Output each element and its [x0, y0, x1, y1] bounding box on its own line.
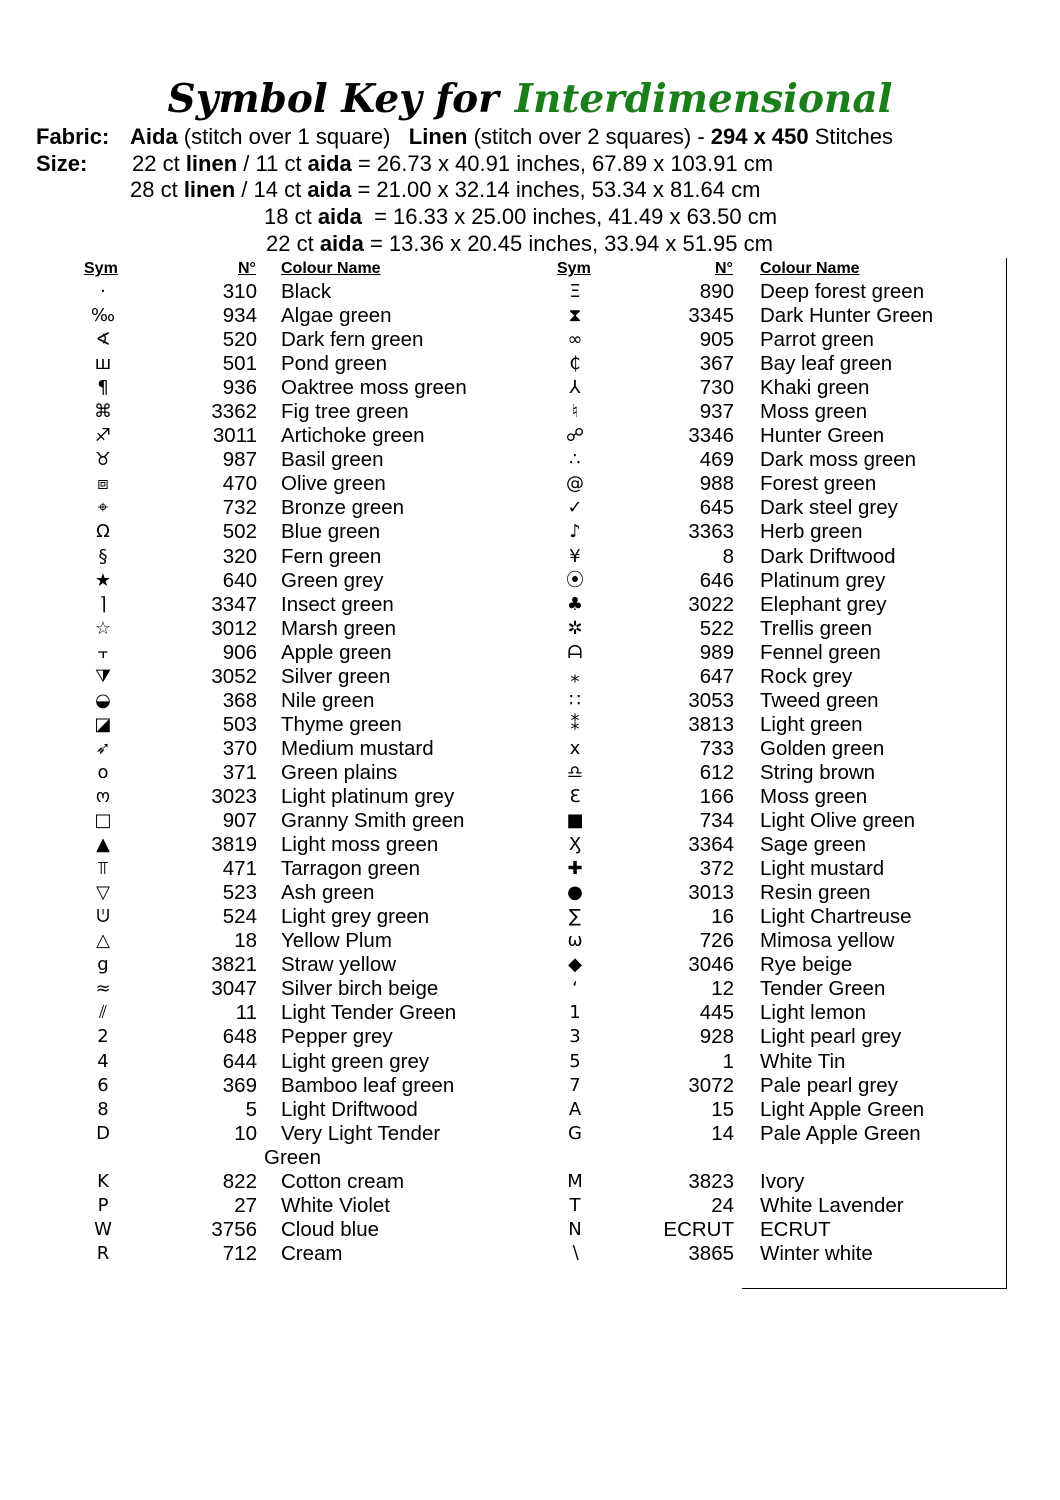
- floss-number: 646: [699, 568, 734, 592]
- colour-name: Light mustard: [760, 857, 885, 881]
- colour-name: Khaki green: [760, 376, 870, 400]
- colour-name: Green grey: [281, 568, 384, 592]
- colour-name: Cream: [281, 1241, 343, 1265]
- symbol-glyph: 5: [569, 1050, 581, 1072]
- colour-name: Marsh green: [281, 616, 397, 640]
- symbol-glyph: R: [96, 1242, 110, 1264]
- colour-name: Fern green: [281, 544, 382, 568]
- floss-number: 11: [235, 1001, 257, 1025]
- colour-name: String brown: [760, 760, 876, 784]
- colour-name: Silver green: [281, 664, 391, 688]
- size-bold: aida: [307, 150, 352, 176]
- symbol-glyph: ⧗: [568, 305, 582, 327]
- colour-name: Pond green: [281, 352, 388, 376]
- symbol-glyph: ✲: [567, 617, 583, 639]
- symbol-glyph: ∴: [569, 449, 581, 471]
- size-pre: 18 ct: [264, 204, 318, 230]
- colour-name: Dark fern green: [281, 328, 424, 352]
- floss-number: 644: [222, 1049, 257, 1073]
- symbol-glyph: ⅄: [569, 377, 581, 399]
- floss-number: 3756: [211, 1217, 257, 1241]
- symbol-glyph: §: [98, 545, 108, 567]
- size-label: Size:: [36, 150, 88, 176]
- colour-name: Light Chartreuse: [760, 905, 912, 929]
- colour-name: Dark Driftwood: [760, 544, 896, 568]
- floss-number: 3046: [688, 953, 734, 977]
- size-post: = 26.73 x 40.91 inches, 67.89 x 103.91 cm: [351, 150, 774, 176]
- left-header-num: N°: [238, 260, 256, 277]
- symbol-glyph: ◒: [95, 689, 111, 711]
- size-pre: 22 ct: [132, 150, 186, 176]
- symbol-glyph: ᕫ: [96, 906, 110, 928]
- colour-name: Elephant grey: [760, 592, 887, 616]
- fabric-aida-note: (stitch over 1 square): [177, 124, 409, 149]
- symbol-glyph: ⫪: [97, 858, 109, 880]
- floss-number: 501: [222, 352, 257, 376]
- size-bold: aida: [307, 177, 352, 203]
- floss-number: 3011: [212, 424, 257, 448]
- floss-number: 445: [699, 1001, 734, 1025]
- colour-name: Basil green: [281, 448, 384, 472]
- floss-number: 3023: [211, 784, 257, 808]
- symbol-glyph: ⌖: [97, 497, 109, 519]
- colour-name: Ivory: [760, 1169, 805, 1193]
- floss-number: 3013: [688, 881, 734, 905]
- symbol-glyph: 6: [97, 1074, 109, 1096]
- symbol-glyph: ₵: [569, 353, 581, 375]
- colour-name: Black: [281, 280, 332, 303]
- symbol-glyph: ♣: [566, 593, 584, 615]
- colour-name: Oaktree moss green: [281, 376, 467, 400]
- symbol-glyph: ⫽: [98, 1002, 108, 1024]
- size-bold: linen: [185, 150, 238, 176]
- floss-number: 372: [699, 857, 734, 881]
- colour-name: White Violet: [281, 1193, 391, 1217]
- floss-number: 712: [222, 1241, 257, 1265]
- symbol-glyph: ¶: [97, 377, 109, 399]
- symbol-glyph: ☆: [94, 617, 112, 639]
- floss-number: ECRUT: [663, 1217, 734, 1241]
- colour-name: Light Apple Green: [760, 1097, 925, 1121]
- colour-name: Fennel green: [760, 640, 881, 664]
- symbol-glyph: ◆: [568, 954, 582, 976]
- symbol-glyph: ⌉: [99, 593, 107, 615]
- floss-number: 369: [222, 1073, 257, 1097]
- floss-number: 734: [699, 809, 734, 833]
- colour-name: Light green grey: [281, 1049, 430, 1073]
- floss-number: 503: [222, 712, 257, 736]
- floss-number: 3819: [211, 833, 257, 857]
- floss-number: 3052: [211, 664, 257, 688]
- symbol-glyph: ✚: [567, 858, 583, 880]
- fabric-linen: Linen: [408, 124, 468, 149]
- floss-number: 3823: [688, 1169, 734, 1193]
- size-post: = 21.00 x 32.14 inches, 53.34 x 81.64 cm: [351, 177, 761, 203]
- size-pre: 22 ct: [266, 230, 320, 256]
- symbol-glyph: □: [94, 810, 112, 832]
- colour-name: Golden green: [760, 736, 885, 760]
- colour-name: Cotton cream: [281, 1169, 405, 1193]
- colour-name: Apple green: [281, 640, 392, 664]
- floss-number: 3053: [688, 688, 734, 712]
- symbol-glyph: ∷: [569, 689, 581, 711]
- symbol-glyph: ♎: [566, 761, 584, 783]
- floss-number: 12: [711, 977, 734, 1001]
- colour-name: Tweed green: [760, 688, 879, 712]
- floss-number: 367: [699, 352, 734, 376]
- size-bold: aida: [317, 204, 362, 230]
- symbol-glyph: ⁑: [570, 713, 580, 735]
- floss-number: 1: [722, 1049, 734, 1073]
- colour-name: Algae green: [281, 304, 392, 328]
- symbol-glyph: ⁎: [570, 665, 580, 687]
- floss-number: 989: [699, 640, 734, 664]
- floss-number: 3047: [211, 977, 257, 1001]
- floss-number: 928: [699, 1025, 734, 1049]
- colour-name: Bay leaf green: [760, 352, 893, 376]
- colour-name: Fig tree green: [281, 400, 409, 424]
- floss-number: 647: [699, 664, 734, 688]
- colour-name: Sage green: [760, 833, 867, 857]
- floss-number: 732: [222, 496, 257, 520]
- colour-name: Light green: [760, 712, 863, 736]
- symbol-glyph: ო: [95, 785, 111, 807]
- colour-name: Pale pearl grey: [760, 1073, 898, 1097]
- symbol-glyph: ☍: [565, 425, 585, 447]
- symbol-glyph: ¥: [569, 545, 581, 567]
- floss-number: 645: [699, 496, 734, 520]
- symbol-glyph: ✓: [567, 497, 583, 519]
- floss-number: 470: [222, 472, 257, 496]
- symbol-glyph: ▽: [96, 882, 110, 904]
- floss-number: 370: [222, 736, 257, 760]
- colour-name: Deep forest green: [760, 280, 925, 303]
- right-header-num: N°: [715, 260, 733, 277]
- floss-number: 612: [699, 760, 734, 784]
- size-mid: / 14 ct: [235, 177, 308, 203]
- floss-number: 822: [222, 1169, 257, 1193]
- symbol-glyph: N: [568, 1218, 582, 1240]
- colour-name: Light grey green: [281, 905, 430, 929]
- symbol-glyph: ∖: [569, 1242, 581, 1264]
- symbol-glyph: W: [94, 1218, 112, 1240]
- symbol-glyph: 7: [569, 1074, 581, 1096]
- floss-number: 733: [699, 736, 734, 760]
- symbol-glyph: ш: [94, 353, 112, 375]
- floss-number: 3821: [211, 953, 257, 977]
- colour-name: Nile green: [281, 688, 375, 712]
- symbol-glyph: g: [97, 954, 109, 976]
- floss-number: 3363: [688, 520, 734, 544]
- colour-name: Tender Green: [760, 977, 886, 1001]
- name-continuation: Green: [264, 1146, 321, 1169]
- symbol-glyph: Ɛ: [569, 785, 581, 807]
- colour-name: Winter white: [760, 1241, 873, 1265]
- symbol-glyph: ♉: [94, 449, 112, 471]
- floss-number: 320: [222, 544, 257, 568]
- symbol-glyph: 8: [97, 1098, 109, 1120]
- colour-name: Ash green: [281, 881, 375, 905]
- colour-name: Light Olive green: [760, 809, 915, 833]
- colour-name: Light Tender Green: [281, 1001, 457, 1025]
- floss-number: 3345: [688, 304, 734, 328]
- floss-number: 502: [222, 520, 257, 544]
- floss-number: 5: [245, 1097, 257, 1121]
- symbol-glyph: P: [97, 1194, 109, 1216]
- floss-number: 524: [222, 905, 257, 929]
- colour-name: Platinum grey: [760, 568, 886, 592]
- symbol-glyph: o: [97, 761, 109, 783]
- colour-name: Very Light Tender: [281, 1121, 441, 1145]
- colour-name: Artichoke green: [281, 424, 425, 448]
- symbol-glyph: Ξ: [569, 281, 581, 302]
- colour-name: Silver birch beige: [281, 977, 439, 1001]
- floss-number: 3022: [688, 592, 734, 616]
- size-bold: linen: [183, 177, 236, 203]
- floss-number: 368: [222, 688, 257, 712]
- symbol-glyph: ‰: [90, 305, 116, 327]
- colour-name: Rye beige: [760, 953, 853, 977]
- symbol-glyph: ★: [94, 569, 112, 591]
- colour-name: Pale Apple Green: [760, 1121, 921, 1145]
- fabric-label: Fabric:: [36, 124, 110, 149]
- right-border-line: [1006, 258, 1007, 1288]
- floss-number: 937: [699, 400, 734, 424]
- colour-name: Green plains: [281, 760, 398, 784]
- symbol-glyph: 1: [569, 1002, 581, 1024]
- floss-number: 3865: [688, 1241, 734, 1265]
- floss-number: 166: [699, 784, 734, 808]
- floss-number: 936: [222, 376, 257, 400]
- floss-number: 520: [222, 328, 257, 352]
- floss-number: 3347: [211, 592, 257, 616]
- symbol-glyph: ≈: [95, 978, 111, 1000]
- floss-number: 987: [222, 448, 257, 472]
- floss-number: 3364: [688, 833, 734, 857]
- colour-name: Blue green: [281, 520, 381, 544]
- floss-number: 648: [222, 1025, 257, 1049]
- symbol-glyph: Ω: [96, 521, 110, 543]
- floss-number: 10: [234, 1121, 257, 1145]
- symbol-glyph: ■: [566, 810, 584, 832]
- symbol-glyph: ∑: [568, 906, 582, 928]
- symbol-glyph: ♐: [94, 425, 112, 447]
- colour-name: Moss green: [760, 784, 868, 808]
- floss-number: 24: [711, 1193, 734, 1217]
- floss-number: 8: [722, 544, 734, 568]
- left-header-name: Colour Name: [281, 260, 381, 277]
- symbol-glyph: ▲: [96, 834, 110, 856]
- floss-number: 15: [711, 1097, 734, 1121]
- symbol-glyph: @: [566, 473, 584, 495]
- colour-name: Bronze green: [281, 496, 405, 520]
- colour-name: White Tin: [760, 1049, 846, 1073]
- symbol-glyph: D: [96, 1122, 110, 1144]
- fabric-aida: Aida: [130, 124, 178, 149]
- symbol-glyph: M: [567, 1170, 583, 1192]
- colour-name: Forest green: [760, 472, 877, 496]
- colour-name: Light Driftwood: [281, 1097, 418, 1121]
- colour-name: Parrot green: [760, 328, 874, 352]
- left-header-sym: Sym: [84, 260, 118, 277]
- symbol-glyph: 2: [97, 1026, 109, 1048]
- size-text-1: [132, 151, 773, 178]
- floss-number: 469: [699, 448, 734, 472]
- floss-number: 371: [222, 760, 257, 784]
- title-prefix: Symbol Key for: [167, 76, 499, 122]
- colour-name: Rock grey: [760, 664, 853, 688]
- floss-number: 3346: [688, 424, 734, 448]
- colour-name: Hunter Green: [760, 424, 885, 448]
- colour-name: Medium mustard: [281, 736, 434, 760]
- floss-number: 18: [234, 929, 257, 953]
- fabric-text: [130, 124, 893, 151]
- floss-number: 3072: [688, 1073, 734, 1097]
- floss-number: 523: [222, 881, 257, 905]
- pattern-name: Interdimensional: [514, 76, 893, 122]
- colour-name: Light platinum grey: [281, 784, 455, 808]
- floss-number: 14: [711, 1121, 734, 1145]
- floss-number: 310: [222, 280, 257, 303]
- colour-name: Tarragon green: [281, 857, 421, 881]
- symbol-glyph: ω: [567, 930, 583, 952]
- colour-name: ECRUT: [760, 1217, 831, 1241]
- symbol-glyph: ⌘: [94, 401, 112, 423]
- floss-number: 726: [699, 929, 734, 953]
- floss-number: 3362: [211, 400, 257, 424]
- fabric-linen-note: (stitch over 2 squares) -: [467, 124, 711, 149]
- size-pre: 28 ct: [130, 177, 184, 203]
- floss-number: 522: [699, 616, 734, 640]
- right-header-sym: Sym: [557, 260, 591, 277]
- floss-number: 640: [222, 568, 257, 592]
- colour-name: Olive green: [281, 472, 386, 496]
- symbol-glyph: ⦿: [566, 569, 584, 591]
- symbol-glyph: △: [96, 930, 110, 952]
- page-title: [0, 76, 1060, 122]
- floss-number: 906: [222, 640, 257, 664]
- colour-name: Dark steel grey: [760, 496, 898, 520]
- symbol-glyph: T: [569, 1194, 581, 1216]
- floss-number: 905: [699, 328, 734, 352]
- colour-name: Thyme green: [281, 712, 402, 736]
- colour-name: Dark moss green: [760, 448, 917, 472]
- colour-name: Herb green: [760, 520, 863, 544]
- symbol-glyph: ◪: [94, 713, 112, 735]
- symbol-glyph: G: [568, 1122, 582, 1144]
- floss-number: 934: [222, 304, 257, 328]
- symbol-glyph: A: [568, 1098, 582, 1120]
- symbol-glyph: K: [97, 1170, 109, 1192]
- size-post: = 13.36 x 20.45 inches, 33.94 x 51.95 cm: [363, 230, 773, 256]
- symbol-glyph: ·: [100, 281, 106, 302]
- symbol-glyph: 3: [569, 1026, 581, 1048]
- floss-number: 16: [711, 905, 734, 929]
- symbol-glyph: ʻ: [572, 978, 578, 1000]
- symbol-glyph: ∞: [567, 329, 583, 351]
- colour-name: Moss green: [760, 400, 868, 424]
- symbol-glyph: ⫟: [97, 641, 109, 663]
- symbol-glyph: ♮: [571, 401, 579, 423]
- colour-name: Bamboo leaf green: [281, 1073, 455, 1097]
- size-text-3: [264, 204, 777, 231]
- colour-name: Mimosa yellow: [760, 929, 895, 953]
- colour-name: Light moss green: [281, 833, 439, 857]
- colour-name: Cloud blue: [281, 1217, 380, 1241]
- symbol-glyph: ➶: [95, 737, 111, 759]
- symbol-glyph: ⧈: [97, 473, 109, 495]
- colour-name: White Lavender: [760, 1193, 904, 1217]
- symbol-glyph: ∢: [95, 329, 111, 351]
- colour-name: Yellow Plum: [281, 929, 392, 953]
- colour-name: Granny Smith green: [281, 809, 465, 833]
- size-text-4: [266, 231, 773, 258]
- floss-number: 730: [699, 376, 734, 400]
- floss-number: 3012: [211, 616, 257, 640]
- symbol-glyph: 4: [97, 1050, 109, 1072]
- colour-name: Pepper grey: [281, 1025, 393, 1049]
- colour-name: Light pearl grey: [760, 1025, 902, 1049]
- symbol-glyph: ●: [567, 882, 583, 904]
- symbol-glyph: ♪: [569, 521, 581, 543]
- symbol-glyph: Ӽ: [568, 834, 582, 856]
- colour-name: Trellis green: [760, 616, 873, 640]
- stitch-suffix: Stitches: [808, 124, 894, 149]
- right-header-name: Colour Name: [760, 260, 860, 277]
- floss-number: 890: [699, 280, 734, 303]
- floss-number: 27: [234, 1193, 257, 1217]
- floss-number: 471: [222, 857, 257, 881]
- size-bold: aida: [319, 230, 364, 256]
- stitch-count: 294 x 450: [710, 124, 809, 149]
- size-post: = 16.33 x 25.00 inches, 41.49 x 63.50 cm: [361, 204, 778, 230]
- colour-name: Straw yellow: [281, 953, 397, 977]
- colour-name: Dark Hunter Green: [760, 304, 934, 328]
- bottom-border-line: [742, 1288, 1007, 1289]
- symbol-glyph: ᗩ: [567, 641, 583, 663]
- floss-number: 988: [699, 472, 734, 496]
- symbol-glyph: ⧩: [94, 665, 112, 687]
- floss-number: 3813: [688, 712, 734, 736]
- size-mid: / 11 ct: [237, 150, 308, 176]
- colour-name: Resin green: [760, 881, 871, 905]
- colour-name: Insect green: [281, 592, 394, 616]
- floss-number: 907: [222, 809, 257, 833]
- colour-name: Light lemon: [760, 1001, 866, 1025]
- size-text-2: [130, 177, 760, 204]
- symbol-glyph: x: [569, 737, 581, 759]
